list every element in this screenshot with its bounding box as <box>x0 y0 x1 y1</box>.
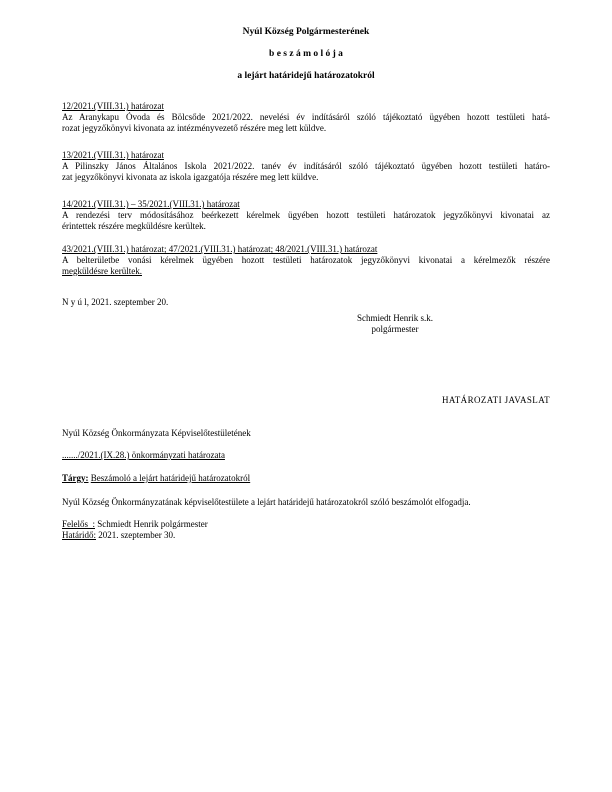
deadline-label: Határidő: <box>62 530 96 540</box>
resolution-body-line: zat jegyzőkönyvi kivonata az iskola igazgatója részére meg lett küldve. <box>62 172 319 182</box>
doc-title-line-1: Nyúl Község Polgármesterének <box>242 27 370 37</box>
resolution-body-line: rozat jegyzőkönyvi kivonata az intézményvezető részére meg lett küldve. <box>62 123 327 133</box>
resolution-heading: 13/2021.(VIII.31.) határozat <box>62 150 164 160</box>
proposal-heading: HATÁROZATI JAVASLAT <box>441 395 550 405</box>
doc-title-line-3: a lejárt határidejű határozatokról <box>237 71 375 81</box>
doc-title-line-2: b e s z á m o l ó j a <box>269 49 343 59</box>
signature-block <box>300 313 490 335</box>
deadline-line <box>62 530 550 541</box>
resolution-heading: 43/2021.(VIII.31.) határozat; 47/2021.(VIII.31.) határozat; 48/2021.(VIII.31.) határozat <box>62 244 378 254</box>
deadline-value: 2021. szeptember 30. <box>98 530 176 540</box>
responsible-line <box>62 519 550 530</box>
resolution-body-line: A rendezési terv módosításához beérkezett kérelmek ügyében hozott testületi határozatok jegyzőkönyvi kivonatai az <box>62 210 550 220</box>
resolution-heading: 14/2021.(VIII.31.) – 35/2021.(VIII.31.) határozat <box>62 199 240 209</box>
resolution-heading: 12/2021.(VIII.31.) határozat <box>62 101 164 111</box>
proposal-subject-line <box>62 473 550 484</box>
signature-name: Schmiedt Henrik s.k. <box>357 313 433 323</box>
resolution-section-4 <box>62 244 550 277</box>
resolution-body-line: A belterületbe vonási kérelmek ügyében hozott testületi határozatok jegyzőkönyvi kivonatai a kérelmezők részére <box>62 255 550 265</box>
proposal-number: ......./2021.(IX.28.) önkormányzati határozata <box>62 450 225 460</box>
resolution-body-line: A Pilinszky János Általános Iskola 2021/2022. tanév év indításáról szóló tájékoztató ügyében hozott testületi határo- <box>62 161 550 171</box>
resolution-section-2 <box>62 150 550 183</box>
subject-label: Tárgy: <box>62 473 89 483</box>
resolution-section-3 <box>62 199 550 232</box>
resolution-body-line: Az Aranykapu Óvoda és Bölcsőde 2021/2022. nevelési év indításáról szóló tájékoztató ügyében hozott testületi hatá- <box>62 112 550 122</box>
resolution-body-line: megküldésre kerültek. <box>62 266 142 276</box>
responsible-value: Schmiedt Henrik polgármester <box>97 519 208 529</box>
responsible-label: Felelős : <box>62 519 95 529</box>
date-line: N y ú l, 2021. szeptember 20. <box>62 297 169 307</box>
resolution-section-1 <box>62 101 550 134</box>
resolution-body-line: érintettek részére megküldésre kerültek. <box>62 221 206 231</box>
proposal-addressee: Nyúl Község Önkormányzata Képviselőtestületének <box>62 428 251 438</box>
signature-role: polgármester <box>371 324 419 334</box>
proposal-body: Nyúl Község Önkormányzatának képviselőtestülete a lejárt határidejű határozatokról szóló beszámolót elfogadja. <box>62 497 471 507</box>
subject-text: Beszámoló a lejárt határidejű határozatokról <box>90 473 251 483</box>
